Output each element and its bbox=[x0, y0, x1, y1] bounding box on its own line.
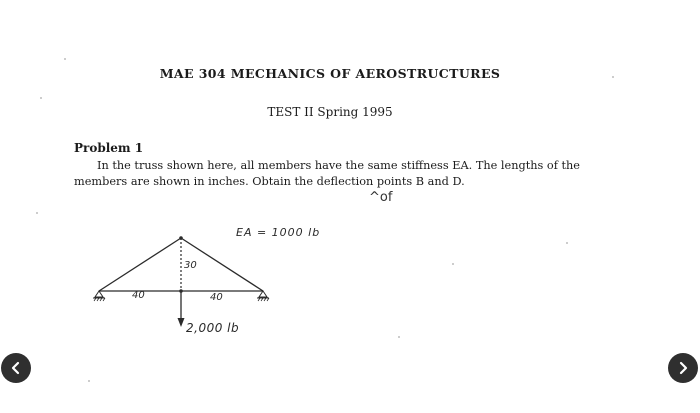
previous-page-button[interactable] bbox=[1, 353, 31, 383]
next-page-button[interactable] bbox=[668, 353, 698, 383]
problem-heading: Problem 1 bbox=[74, 141, 144, 155]
chevron-right-icon bbox=[676, 361, 690, 375]
handwritten-insert-mark: ^of bbox=[369, 190, 393, 205]
page-title: MAE 304 MECHANICS OF AEROSTRUCTURES bbox=[159, 66, 501, 81]
right-support-icon bbox=[257, 291, 269, 301]
vertical-length-label: 30 bbox=[184, 260, 197, 271]
chevron-left-icon bbox=[9, 361, 23, 375]
problem-statement: In the truss shown here, all members have the same stiffness EA. The lengths of the members are shown in inches. Obtain the deflection points B and D. bbox=[74, 159, 580, 188]
left-length-label: 40 bbox=[132, 290, 145, 301]
load-arrow-head bbox=[178, 318, 185, 327]
load-label: 2,000 lb bbox=[186, 321, 240, 335]
page-subtitle: TEST II Spring 1995 bbox=[267, 105, 393, 119]
right-length-label: 40 bbox=[210, 292, 223, 303]
member-left-diagonal bbox=[99, 238, 181, 291]
stiffness-label: EA = 1000 lb bbox=[236, 226, 321, 239]
node-top bbox=[179, 236, 183, 240]
left-support-icon bbox=[93, 291, 105, 301]
node-bottom-center bbox=[179, 289, 183, 293]
